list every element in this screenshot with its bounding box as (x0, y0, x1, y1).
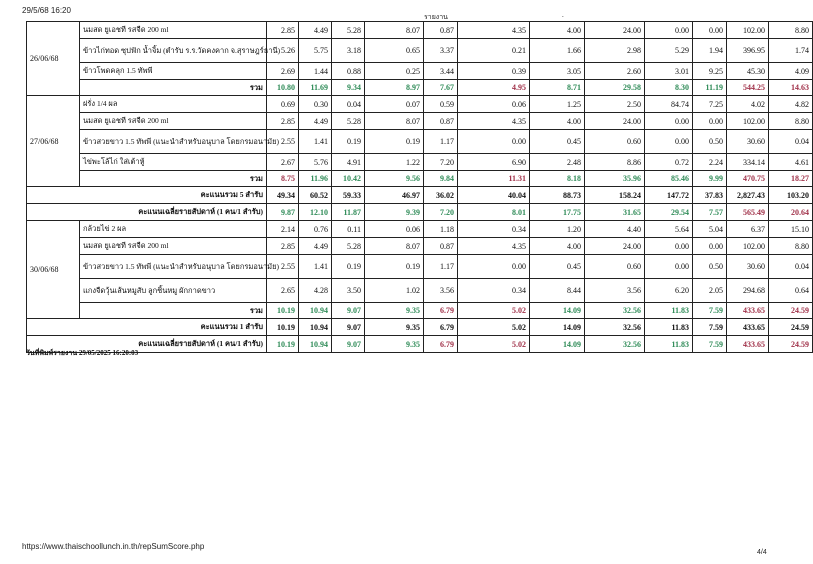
value-cell: 30.60 (727, 255, 769, 279)
value-cell: 0.60 (585, 130, 645, 154)
value-cell: 0.00 (458, 255, 530, 279)
value-cell: 0.00 (645, 130, 693, 154)
sum-value-cell: 10.19 (267, 303, 299, 319)
weekly-average-row-value: 17.75 (530, 204, 585, 221)
food-name-cell: นมสด ยูเอชที รสจืด 200 ml (80, 113, 267, 130)
table-row (27, 22, 813, 39)
weekly-total-row-value: 37.83 (693, 187, 727, 204)
value-cell: 2.65 (267, 279, 299, 303)
value-cell: 0.87 (424, 113, 458, 130)
value-cell: 0.19 (332, 130, 365, 154)
print-date-note: วันที่พิมพ์รายงาน 29/05/2025 16:20:03 (26, 349, 139, 357)
value-cell: 4.82 (769, 96, 813, 113)
value-cell: 4.35 (458, 22, 530, 39)
sum-value-cell: 7.59 (693, 303, 727, 319)
value-cell: 0.60 (585, 255, 645, 279)
value-cell: 0.00 (693, 113, 727, 130)
value-cell: 102.00 (727, 238, 769, 255)
value-cell: 5.29 (645, 39, 693, 63)
value-cell: 0.64 (769, 279, 813, 303)
value-cell: 0.59 (424, 96, 458, 113)
value-cell: 4.49 (299, 113, 332, 130)
report-title: รายงาน (424, 14, 448, 21)
table-row (27, 238, 813, 255)
value-cell: 0.87 (424, 22, 458, 39)
weekly-average-row-value: 29.54 (645, 204, 693, 221)
value-cell: 3.44 (424, 63, 458, 80)
value-cell: 0.87 (424, 238, 458, 255)
value-cell: 0.88 (332, 63, 365, 80)
nutrition-score-table (26, 21, 813, 353)
weekly-total-row-value: 36.02 (424, 187, 458, 204)
value-cell: 3.50 (332, 279, 365, 303)
value-cell: 2.85 (267, 113, 299, 130)
sum-value-cell: 9.35 (365, 303, 424, 319)
value-cell: 4.35 (458, 238, 530, 255)
weekly-average-row-value: 8.01 (458, 204, 530, 221)
sum-value-cell: 9.84 (424, 171, 458, 187)
value-cell: 0.39 (458, 63, 530, 80)
value-cell: 3.37 (424, 39, 458, 63)
value-cell: 4.61 (769, 154, 813, 171)
weekly-average-row-value: 32.56 (585, 336, 645, 353)
value-cell: 9.25 (693, 63, 727, 80)
value-cell: 2.14 (267, 221, 299, 238)
sum-value-cell: 11.19 (693, 80, 727, 96)
table-row (27, 113, 813, 130)
value-cell: 4.09 (769, 63, 813, 80)
table-row (27, 63, 813, 80)
sum-value-cell: 24.59 (769, 303, 813, 319)
value-cell: 5.76 (299, 154, 332, 171)
day-sum-row (27, 80, 813, 96)
value-cell: 1.25 (530, 96, 585, 113)
value-cell: 8.07 (365, 113, 424, 130)
weekly-average-row (27, 204, 813, 221)
sum-value-cell: 11.96 (299, 171, 332, 187)
value-cell: 4.02 (727, 96, 769, 113)
weekly-average-row-value: 7.20 (424, 204, 458, 221)
weekly-average-row-value: 9.87 (267, 204, 299, 221)
food-name-cell: นมสด ยูเอชที รสจืด 200 ml (80, 22, 267, 39)
value-cell: 8.86 (585, 154, 645, 171)
value-cell: 0.19 (365, 255, 424, 279)
weekly-total-row-label: คะแนนรวม 1 สำรับ (27, 319, 267, 336)
sum-value-cell: 29.58 (585, 80, 645, 96)
weekly-total-row-value: 49.34 (267, 187, 299, 204)
day-date-cell: 26/06/68 (27, 22, 80, 96)
page-url[interactable]: https://www.thaischoollunch.in.th/repSumScore.php (22, 542, 205, 551)
weekly-total-row-value: 147.72 (645, 187, 693, 204)
weekly-total-row-value: 103.20 (769, 187, 813, 204)
weekly-average-row-value: 11.87 (332, 204, 365, 221)
table-row (27, 39, 813, 63)
food-name-cell: กล้วยไข่ 2 ผล (80, 221, 267, 238)
value-cell: 4.40 (585, 221, 645, 238)
value-cell: 1.17 (424, 255, 458, 279)
value-cell: 8.80 (769, 238, 813, 255)
value-cell: 0.50 (693, 130, 727, 154)
table-row (27, 221, 813, 238)
weekly-average-row-value: 5.02 (458, 336, 530, 353)
value-cell: 5.26 (267, 39, 299, 63)
value-cell: 102.00 (727, 22, 769, 39)
value-cell: 0.30 (299, 96, 332, 113)
value-cell: 1.66 (530, 39, 585, 63)
sum-label-cell: รวม (80, 80, 267, 96)
weekly-average-row-value: 9.39 (365, 204, 424, 221)
weekly-average-row-value: 9.07 (332, 336, 365, 353)
weekly-total-row-value: 433.65 (727, 319, 769, 336)
value-cell: 0.00 (645, 255, 693, 279)
day-sum-row (27, 303, 813, 319)
food-name-cell: ไข่พะโล้ไก่ ใส่เต้าหู้ (80, 154, 267, 171)
value-cell: 8.80 (769, 22, 813, 39)
value-cell: 3.18 (332, 39, 365, 63)
value-cell: 3.56 (585, 279, 645, 303)
sum-value-cell: 10.80 (267, 80, 299, 96)
value-cell: 8.80 (769, 113, 813, 130)
sum-value-cell: 8.71 (530, 80, 585, 96)
weekly-average-row-value: 14.09 (530, 336, 585, 353)
day-date-cell: 30/06/68 (27, 221, 80, 319)
value-cell: 0.00 (645, 113, 693, 130)
food-name-cell: แกงจืดวุ้นเส้นหมูสับ ลูกชิ้นหมู ผักกาดขาว (80, 279, 267, 303)
value-cell: 6.20 (645, 279, 693, 303)
value-cell: 24.00 (585, 238, 645, 255)
weekly-total-row-value: 24.59 (769, 319, 813, 336)
weekly-average-row-value: 31.65 (585, 204, 645, 221)
sum-value-cell: 35.96 (585, 171, 645, 187)
weekly-total-row-value: 14.09 (530, 319, 585, 336)
weekly-total-row-value: 32.56 (585, 319, 645, 336)
value-cell: 2.50 (585, 96, 645, 113)
value-cell: 0.34 (458, 221, 530, 238)
value-cell: 3.56 (424, 279, 458, 303)
weekly-average-row-label: คะแนนเฉลี่ยรายสัปดาห์ (1 คน/1 สำรับ) (27, 336, 267, 353)
value-cell: 5.75 (299, 39, 332, 63)
sum-value-cell: 4.95 (458, 80, 530, 96)
weekly-average-row-value: 24.59 (769, 336, 813, 353)
value-cell: 5.28 (332, 238, 365, 255)
sum-value-cell: 85.46 (645, 171, 693, 187)
value-cell: 0.69 (267, 96, 299, 113)
weekly-average-row-value: 433.65 (727, 336, 769, 353)
value-cell: 0.11 (332, 221, 365, 238)
value-cell: 7.25 (693, 96, 727, 113)
weekly-total-row-value: 9.35 (365, 319, 424, 336)
value-cell: 4.49 (299, 22, 332, 39)
weekly-total-row-value: 88.73 (530, 187, 585, 204)
value-cell: 0.19 (365, 130, 424, 154)
value-cell: 2.55 (267, 130, 299, 154)
table-row (27, 154, 813, 171)
food-name-cell: ฝรั่ง 1/4 ผล (80, 96, 267, 113)
value-cell: 30.60 (727, 130, 769, 154)
value-cell: 5.04 (693, 221, 727, 238)
sum-value-cell: 9.99 (693, 171, 727, 187)
value-cell: 2.60 (585, 63, 645, 80)
food-name-cell: ข้าวสวยขาว 1.5 ทัพพี (แนะนำสำหรับอนุบาล โดยกรมอนามัย) (80, 130, 267, 154)
value-cell: 0.19 (332, 255, 365, 279)
value-cell: 0.34 (458, 279, 530, 303)
weekly-average-row-value: 12.10 (299, 204, 332, 221)
weekly-total-row (27, 319, 813, 336)
sum-value-cell: 8.97 (365, 80, 424, 96)
weekly-average-row-value: 10.19 (267, 336, 299, 353)
sum-value-cell: 8.18 (530, 171, 585, 187)
sum-value-cell: 9.34 (332, 80, 365, 96)
value-cell: 0.04 (769, 255, 813, 279)
value-cell: 5.64 (645, 221, 693, 238)
value-cell: 0.00 (645, 238, 693, 255)
value-cell: 0.07 (365, 96, 424, 113)
value-cell: 2.55 (267, 255, 299, 279)
value-cell: 4.00 (530, 238, 585, 255)
sum-value-cell: 14.09 (530, 303, 585, 319)
value-cell: 0.50 (693, 255, 727, 279)
value-cell: 6.90 (458, 154, 530, 171)
value-cell: 2.67 (267, 154, 299, 171)
weekly-total-row-value: 10.19 (267, 319, 299, 336)
value-cell: 0.00 (645, 22, 693, 39)
value-cell: 1.94 (693, 39, 727, 63)
weekly-total-row-value: 40.04 (458, 187, 530, 204)
food-name-cell: นมสด ยูเอชที รสจืด 200 ml (80, 238, 267, 255)
sum-value-cell: 10.42 (332, 171, 365, 187)
value-cell: 0.04 (332, 96, 365, 113)
sum-value-cell: 14.63 (769, 80, 813, 96)
value-cell: 1.41 (299, 255, 332, 279)
value-cell: 4.28 (299, 279, 332, 303)
weekly-average-row (27, 336, 813, 353)
value-cell: 4.49 (299, 238, 332, 255)
value-cell: 396.95 (727, 39, 769, 63)
value-cell: 0.45 (530, 255, 585, 279)
weekly-total-row-value: 59.33 (332, 187, 365, 204)
value-cell: 1.02 (365, 279, 424, 303)
value-cell: 2.85 (267, 22, 299, 39)
value-cell: 0.21 (458, 39, 530, 63)
weekly-total-row-value: 46.97 (365, 187, 424, 204)
table-row (27, 279, 813, 303)
value-cell: 1.74 (769, 39, 813, 63)
sum-value-cell: 5.02 (458, 303, 530, 319)
sum-value-cell: 7.67 (424, 80, 458, 96)
value-cell: 8.07 (365, 22, 424, 39)
value-cell: 4.35 (458, 113, 530, 130)
sum-value-cell: 32.56 (585, 303, 645, 319)
weekly-total-row-value: 5.02 (458, 319, 530, 336)
value-cell: 0.00 (693, 238, 727, 255)
weekly-total-row-value: 158.24 (585, 187, 645, 204)
value-cell: 0.06 (458, 96, 530, 113)
value-cell: 24.00 (585, 113, 645, 130)
sum-value-cell: 10.94 (299, 303, 332, 319)
sum-value-cell: 8.30 (645, 80, 693, 96)
table-row (27, 96, 813, 113)
value-cell: 2.24 (693, 154, 727, 171)
value-cell: 2.05 (693, 279, 727, 303)
weekly-total-row-value: 10.94 (299, 319, 332, 336)
day-date-cell: 27/06/68 (27, 96, 80, 187)
sum-value-cell: 6.79 (424, 303, 458, 319)
table-body (27, 22, 813, 353)
value-cell: 0.06 (365, 221, 424, 238)
value-cell: 0.25 (365, 63, 424, 80)
sum-value-cell: 9.07 (332, 303, 365, 319)
value-cell: 0.76 (299, 221, 332, 238)
weekly-total-row-value: 11.83 (645, 319, 693, 336)
page-number: 4/4 (757, 549, 767, 556)
food-name-cell: ข้าวไก่ทอด ซุปฟัก น้ำจิ้ม (ตำรับ ร.ร.วัดคงคาก จ.สุราษฎร์ธานี) (80, 39, 267, 63)
weekly-total-row-value: 9.07 (332, 319, 365, 336)
print-datetime: 29/5/68 16:20 (22, 6, 71, 15)
value-cell: 0.04 (769, 130, 813, 154)
value-cell: 1.20 (530, 221, 585, 238)
weekly-average-row-value: 20.64 (769, 204, 813, 221)
value-cell: 0.72 (645, 154, 693, 171)
weekly-average-row-value: 7.59 (693, 336, 727, 353)
day-sum-row (27, 171, 813, 187)
value-cell: 2.69 (267, 63, 299, 80)
weekly-average-row-value: 9.35 (365, 336, 424, 353)
weekly-average-row-value: 10.94 (299, 336, 332, 353)
weekly-total-row-value: 2,827.43 (727, 187, 769, 204)
weekly-average-row-value: 11.83 (645, 336, 693, 353)
sum-value-cell: 11.31 (458, 171, 530, 187)
value-cell: 0.00 (458, 130, 530, 154)
value-cell: 0.00 (693, 22, 727, 39)
weekly-average-row-label: คะแนนเฉลี่ยรายสัปดาห์ (1 คน/1 สำรับ) (27, 204, 267, 221)
sum-value-cell: 544.25 (727, 80, 769, 96)
value-cell: 0.65 (365, 39, 424, 63)
value-cell: 0.45 (530, 130, 585, 154)
sum-value-cell: 433.65 (727, 303, 769, 319)
value-cell: 4.00 (530, 22, 585, 39)
sum-value-cell: 11.69 (299, 80, 332, 96)
value-cell: 24.00 (585, 22, 645, 39)
weekly-average-row-value: 6.79 (424, 336, 458, 353)
value-cell: 84.74 (645, 96, 693, 113)
value-cell: 2.85 (267, 238, 299, 255)
table-row (27, 255, 813, 279)
table-row (27, 130, 813, 154)
value-cell: 3.01 (645, 63, 693, 80)
weekly-total-row-value: 7.59 (693, 319, 727, 336)
value-cell: 4.91 (332, 154, 365, 171)
value-cell: 8.44 (530, 279, 585, 303)
value-cell: 3.05 (530, 63, 585, 80)
weekly-total-row-value: 6.79 (424, 319, 458, 336)
value-cell: 2.48 (530, 154, 585, 171)
sum-value-cell: 18.27 (769, 171, 813, 187)
value-cell: 4.00 (530, 113, 585, 130)
value-cell: 5.28 (332, 113, 365, 130)
value-cell: 1.18 (424, 221, 458, 238)
sum-value-cell: 11.83 (645, 303, 693, 319)
food-name-cell: ข้าวสวยขาว 1.5 ทัพพี (แนะนำสำหรับอนุบาล โดยกรมอนามัย) (80, 255, 267, 279)
food-name-cell: ข้าวโพดคลุก 1.5 ทัพพี (80, 63, 267, 80)
value-cell: 5.28 (332, 22, 365, 39)
value-cell: 7.20 (424, 154, 458, 171)
sum-label-cell: รวม (80, 303, 267, 319)
value-cell: 6.37 (727, 221, 769, 238)
weekly-average-row-value: 7.57 (693, 204, 727, 221)
value-cell: 294.68 (727, 279, 769, 303)
value-cell: 334.14 (727, 154, 769, 171)
weekly-total-row-label: คะแนนรวม 5 สำรับ (27, 187, 267, 204)
value-cell: 1.22 (365, 154, 424, 171)
sum-value-cell: 8.75 (267, 171, 299, 187)
weekly-total-row (27, 187, 813, 204)
sum-label-cell: รวม (80, 171, 267, 187)
value-cell: 102.00 (727, 113, 769, 130)
header-mark: . (562, 11, 564, 19)
value-cell: 1.44 (299, 63, 332, 80)
value-cell: 1.17 (424, 130, 458, 154)
sum-value-cell: 9.56 (365, 171, 424, 187)
sum-value-cell: 470.75 (727, 171, 769, 187)
value-cell: 2.98 (585, 39, 645, 63)
weekly-total-row-value: 60.52 (299, 187, 332, 204)
value-cell: 8.07 (365, 238, 424, 255)
weekly-average-row-value: 565.49 (727, 204, 769, 221)
value-cell: 1.41 (299, 130, 332, 154)
value-cell: 45.30 (727, 63, 769, 80)
value-cell: 15.10 (769, 221, 813, 238)
